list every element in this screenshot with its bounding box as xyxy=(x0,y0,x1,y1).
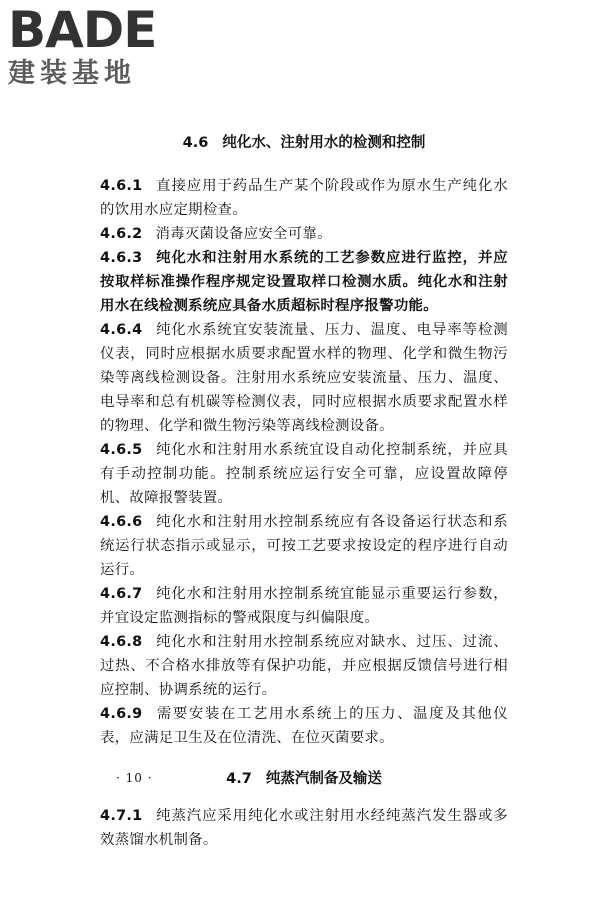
clause-number: 4.6.2 xyxy=(100,226,143,242)
clause-4-6-4 xyxy=(100,318,508,438)
clause-4-6-8 xyxy=(100,630,508,702)
clause-number: 4.6.6 xyxy=(100,514,143,530)
logo-subtitle: 建装基地 xyxy=(8,58,136,89)
page-content xyxy=(100,132,508,852)
page-number: · 10 · xyxy=(116,771,153,785)
clause-4-7-1 xyxy=(100,804,508,852)
clause-text: 纯化水和注射用水系统的工艺参数应进行监控，并应按取样标准操作程序规定设置取样口检测水质。纯化水和注射用水在线检测系统应具备水质超标时程序报警功能。 xyxy=(100,250,508,314)
clause-4-6-5 xyxy=(100,438,508,510)
clause-number: 4.6.7 xyxy=(100,586,143,602)
clause-text: 直接应用于药品生产某个阶段或作为原水生产纯化水的饮用水应定期检查。 xyxy=(100,178,508,218)
bade-logo xyxy=(8,1,178,90)
clause-number: 4.6.9 xyxy=(100,706,143,722)
section-title: 纯蒸汽制备及输送 xyxy=(265,771,382,787)
clause-text: 消毒灭菌设备应安全可靠。 xyxy=(155,226,332,242)
clause-4-6-6 xyxy=(100,510,508,582)
section-number: 4.6 xyxy=(182,135,209,151)
clause-number: 4.6.3 xyxy=(100,250,143,266)
clause-number: 4.7.1 xyxy=(100,808,143,824)
clause-4-6-7 xyxy=(100,582,508,630)
clause-4-6-1 xyxy=(100,174,508,222)
clause-number: 4.6.4 xyxy=(100,322,143,338)
section-number: 4.7 xyxy=(226,771,252,787)
clause-4-6-9 xyxy=(100,702,508,750)
clause-text: 纯化水和注射用水控制系统应有各设备运行状态和系统运行状态指示或显示，可按工艺要求按设定的程序进行自动运行。 xyxy=(100,514,508,578)
clause-number: 4.6.1 xyxy=(100,178,143,194)
clause-number: 4.6.5 xyxy=(100,442,143,458)
logo-word: BADE xyxy=(8,1,157,59)
section-title: 纯化水、注射用水的检测和控制 xyxy=(222,135,426,151)
clause-text: 纯化水和注射用水控制系统宜能显示重要运行参数，并宜设定监测指标的警戒限度与纠偏限度。 xyxy=(100,586,508,626)
section-heading-4-6 xyxy=(100,132,508,154)
clause-text: 纯化水和注射用水系统宜设自动化控制系统，并应具有手动控制功能。控制系统应运行安全可靠，应设置故障停机、故障报警装置。 xyxy=(100,442,508,506)
section-heading-4-7 xyxy=(100,768,508,790)
clause-text: 纯化水系统宜安装流量、压力、温度、电导率等检测仪表，同时应根据水质要求配置水样的物理、化学和微生物污染等离线检测设备。注射用水系统应安装流量、压力、温度、电导率和总有机碳等检测仪表，同时应根据水质要求配置水样的物理、化学和微生物污染等离线检测设备。 xyxy=(100,322,508,434)
clause-text: 需要安装在工艺用水系统上的压力、温度及其他仪表，应满足卫生及在位清洗、在位灭菌要求。 xyxy=(100,706,508,746)
clause-4-6-3 xyxy=(100,246,508,318)
clause-4-6-2 xyxy=(100,222,508,246)
clause-text: 纯化水和注射用水控制系统应对缺水、过压、过流、过热、不合格水排放等有保护功能，并应根据反馈信号进行相应控制、协调系统的运行。 xyxy=(100,634,508,698)
clause-text: 纯蒸汽应采用纯化水或注射用水经纯蒸汽发生器或多效蒸馏水机制备。 xyxy=(100,808,508,848)
clause-number: 4.6.8 xyxy=(100,634,143,650)
